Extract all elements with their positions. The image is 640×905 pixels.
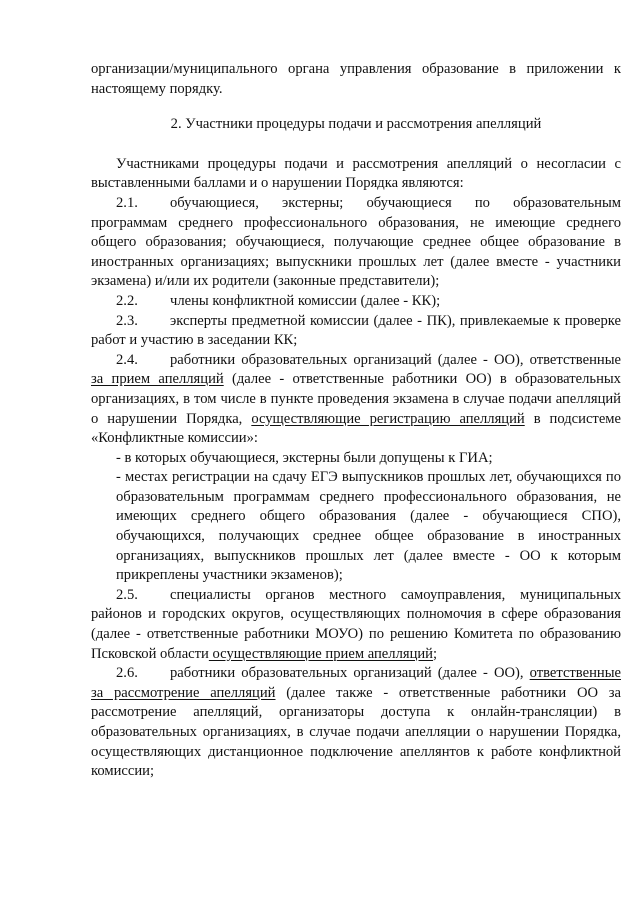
item-text: члены конфликтной комиссии (далее - КК);: [170, 292, 441, 309]
section-heading: 2. Участники процедуры подачи и рассмотрения апелляций: [170, 116, 542, 133]
item-number: 2.2.: [116, 292, 138, 309]
underlined-text: ответственные за рассмотрение апелляций: [91, 665, 621, 701]
list-item-2-2: [91, 292, 621, 312]
sub-item-2: - местах регистрации на сдачу ЕГЭ выпускников прошлых лет, обучающихся по образовательным программам среднего профессионального образования, не имеющих среднего общего образования (далее - обучающиеся СПО), обучающихся, получающих среднее общее образование в иностранных организациях, выпускников прошлых лет (далее вместе - ОО к которым прикреплены участники экзаменов);: [116, 469, 621, 584]
lead-paragraph: Участниками процедуры подачи и рассмотрения апелляций о несогласии с выставленными баллами и о нарушении Порядка являются:: [91, 155, 621, 192]
list-item-2-3: [91, 312, 621, 351]
sub-item-1: - в которых обучающиеся, экстерны были допущены к ГИА;: [116, 449, 493, 466]
spacer: [91, 135, 621, 155]
list-item-2-4: [91, 351, 621, 449]
item-number: 2.3.: [116, 312, 138, 329]
item-number: 2.1.: [116, 194, 138, 211]
spacer: [91, 99, 621, 115]
item-text: работники образовательных организаций (далее - ОО),: [170, 665, 530, 682]
item-text: специалисты органов местного самоуправления, муниципальных районов и городских округов, осуществляющих полномочия в сфере образования (далее - ответственные работники МОУО) по решению Комитета по образованию Псковской области: [91, 586, 621, 662]
item-text: обучающиеся, экстерны; обучающиеся по образовательным программам среднего профессионального образования, не имеющие среднего общего образования; обучающиеся, получающие среднее общее образование в иностранных организациях; выпускники прошлых лет (далее вместе - участники экзамена) и/или их родители (законные представители);: [91, 194, 621, 290]
item-text: (далее также - ответственные работники ОО за рассмотрение апелляций, организаторы доступа к онлайн-трансляции) в образовательных организациях, в случае подачи апелляции о нарушении Порядка, осуществляющих дистанционное подключение апеллянтов к работе конфликтной комиссии;: [91, 684, 621, 780]
item-text: эксперты предметной комиссии (далее - ПК), привлекаемые к проверке работ и участию в заседании КК;: [91, 312, 621, 349]
list-item-2-5: [91, 586, 621, 664]
list-item-2-1: [91, 194, 621, 292]
underlined-text: за прием апелляций: [91, 371, 224, 388]
item-text: в подсистеме «Конфликтные комиссии»:: [91, 410, 622, 447]
intro-paragraph: организации/муниципального органа управления образование в приложении к настоящему порядку.: [91, 61, 621, 97]
item-text: работники образовательных организаций (далее - ОО), ответственные: [170, 351, 621, 368]
underlined-text: осуществляющие регистрацию апелляций: [251, 410, 525, 427]
underlined-text: осуществляющие прием апелляций: [208, 645, 433, 662]
item-number: 2.4.: [116, 351, 138, 368]
item-number: 2.5.: [116, 586, 138, 603]
item-text: (далее - ответственные работники ОО) в образовательных организациях, в том числе в пункте проведения экзамена в случае подачи апелляций о нарушении Порядка,: [91, 371, 621, 427]
document-page: [91, 60, 621, 782]
list-item-2-6: [91, 664, 621, 782]
item-number: 2.6.: [116, 665, 138, 682]
item-text: ;: [433, 645, 438, 662]
